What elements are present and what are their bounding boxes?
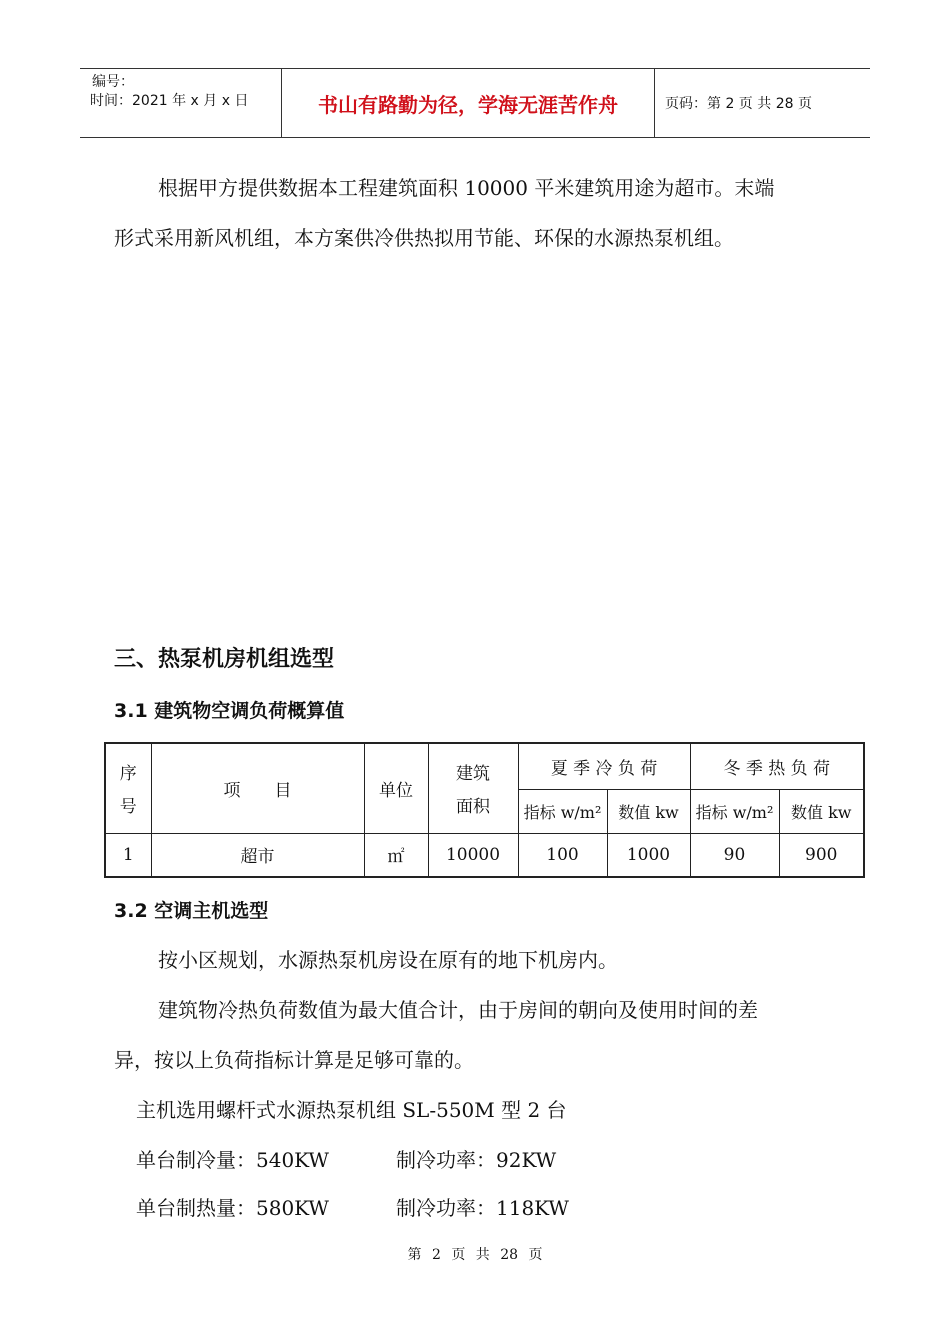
footer-di: 第 bbox=[407, 1247, 422, 1263]
header-page-info: 页码：第 2 页 共 28 页 bbox=[665, 96, 812, 112]
footer-total-pages: 28 bbox=[500, 1247, 519, 1263]
cell-summer-index: 100 bbox=[518, 833, 607, 877]
header-winter-load: 冬 季 热 负 荷 bbox=[690, 743, 864, 789]
load-table bbox=[104, 742, 865, 878]
footer-page-number: 2 bbox=[431, 1247, 441, 1263]
cell-winter-value: 900 bbox=[779, 833, 864, 877]
header-area-line2: 面积 bbox=[456, 797, 490, 818]
header-summer-value: 数值 kw bbox=[607, 789, 690, 833]
paragraph-load-line-2: 异，按以上负荷指标计算是足够可靠的。 bbox=[114, 1048, 474, 1072]
header-winter-index: 指标 w/m² bbox=[690, 789, 779, 833]
intro-line-1: 根据甲方提供数据本工程建筑面积 10000 平米建筑用途为超市。末端 bbox=[158, 176, 775, 200]
header-motto: 书山有路勤为径，学海无涯苦作舟 bbox=[282, 69, 655, 137]
table-row bbox=[105, 833, 864, 877]
spec-heating-capacity: 单台制热量：580KW bbox=[136, 1196, 329, 1220]
cell-summer-value: 1000 bbox=[607, 833, 690, 877]
spec-cooling-power: 制冷功率：92KW bbox=[396, 1148, 557, 1172]
section-title: 三、热泵机房机组选型 bbox=[114, 647, 335, 672]
page-header bbox=[80, 68, 870, 138]
paragraph-load-line-1: 建筑物冷热负荷数值为最大值合计，由于房间的朝向及使用时间的差 bbox=[158, 998, 758, 1022]
header-summer-load: 夏 季 冷 负 荷 bbox=[518, 743, 690, 789]
header-area bbox=[428, 743, 518, 833]
header-area-line1: 建筑 bbox=[456, 764, 490, 785]
header-summer-index: 指标 w/m² bbox=[518, 789, 607, 833]
footer-gong: 共 bbox=[475, 1247, 490, 1263]
paragraph-unit-selection: 主机选用螺杆式水源热泵机组 SL-550M 型 2 台 bbox=[136, 1098, 567, 1122]
cell-winter-index: 90 bbox=[690, 833, 779, 877]
header-winter-value: 数值 kw bbox=[779, 789, 864, 833]
subsection-3-1-title: 3.1 建筑物空调负荷概算值 bbox=[114, 700, 345, 722]
page-footer bbox=[0, 1244, 950, 1264]
cell-unit: ㎡ bbox=[364, 833, 428, 877]
header-left-cell bbox=[80, 69, 282, 137]
header-seq bbox=[105, 743, 151, 833]
header-item: 项 目 bbox=[151, 743, 364, 833]
subsection-3-2-title: 3.2 空调主机选型 bbox=[114, 900, 269, 922]
paragraph-room-location: 按小区规划，水源热泵机房设在原有的地下机房内。 bbox=[158, 948, 618, 972]
cell-area: 10000 bbox=[428, 833, 518, 877]
footer-ye-2: 页 bbox=[528, 1247, 543, 1263]
header-seq-line2: 号 bbox=[119, 797, 137, 818]
cell-item: 超市 bbox=[151, 833, 364, 877]
intro-line-2: 形式采用新风机组，本方案供冷供热拟用节能、环保的水源热泵机组。 bbox=[114, 226, 734, 250]
doc-time-label: 时间：2021 年 x 月 x 日 bbox=[90, 93, 249, 109]
header-seq-line1: 序 bbox=[119, 764, 137, 785]
footer-ye: 页 bbox=[451, 1247, 466, 1263]
spec-cooling-capacity: 单台制冷量：540KW bbox=[136, 1148, 329, 1172]
cell-seq: 1 bbox=[105, 833, 151, 877]
spec-heating-power: 制冷功率：118KW bbox=[396, 1196, 569, 1220]
header-unit: 单位 bbox=[364, 743, 428, 833]
doc-number-label: 编号： bbox=[92, 74, 134, 90]
